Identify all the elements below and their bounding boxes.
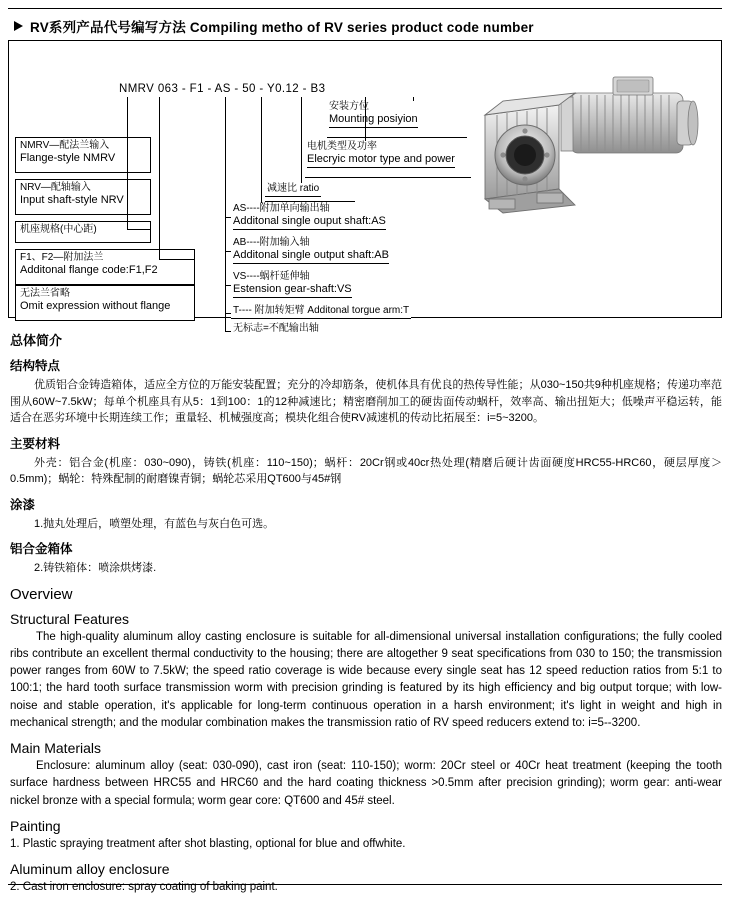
label-ratio <box>265 183 321 197</box>
connector-line <box>365 97 366 143</box>
overview-title-cn: 总体简介 <box>10 333 63 348</box>
connector-line <box>261 97 262 209</box>
painting-item-en: 1. Plastic spraying treatment after shot blasting, optional for blue and offwhite. <box>10 837 406 850</box>
label-en: Flange-style NMRV <box>20 152 116 165</box>
aluminum-item-cn: 2.铸铁箱体：喷涂烘烤漆. <box>34 562 157 574</box>
painting-heading-en: Painting <box>10 817 61 834</box>
connector-line <box>159 97 160 259</box>
label-additional-single-output-shaft-as <box>231 203 388 231</box>
label-cn: AS----附加单向输出轴 <box>233 203 330 214</box>
connector-line <box>225 203 226 331</box>
bottom-divider <box>8 884 722 885</box>
page-title <box>14 16 534 36</box>
structure-text-cn: 优质铝合金铸造箱体，适应全方位的万能安装配置；充分的冷却筋条，使机体具有优良的热传导性能；从030~150共9种机座规格；传递功率范围从60W~7.5kW；每单个机座具有从5：1到100：1的12种减速比；精密磨削加工的硬齿面传动蜗杆，效率高、输出扭矩大；低噪声平稳运转，能适合在恶劣环境中长期连续工作；重量轻、机械强度高；模块化组合使RV减速机的传动比拓展至：i=5~3200。 <box>10 379 722 424</box>
label-en: Mounting posiyion <box>329 113 418 127</box>
structure-heading-cn: 结构特点 <box>10 359 61 373</box>
label-cn: 无标志=不配输出轴 <box>233 323 319 334</box>
materials-text-en: Enclosure: aluminum alloy (seat: 030-090), cast iron (seat: 110-150); worm: 20Cr steel or 40Cr heat treatment (keeping the tooth surface hardness between HRC55 and HRC60 and the hard coating thickness >0.5mm after precision grinding); worm gear: anti-wear nickel bronze with a special formula; worm gear core: QT600 and 45# steel. <box>10 760 722 807</box>
label-additional-input-shaft-ab <box>231 237 391 265</box>
label-omit-without-flange <box>15 285 195 321</box>
label-cn: VS----蜗杆延伸轴 <box>233 271 310 282</box>
label-cn: NRV—配轴输入 <box>20 182 91 193</box>
connector-line <box>159 259 195 260</box>
label-cn: F1、F2—附加法兰 <box>20 252 104 263</box>
label-en: Additonal flange code:F1,F2 <box>20 264 158 277</box>
connector-line <box>225 217 231 218</box>
materials-text-cn: 外壳：铝合金(机座：030~090)，铸铁(机座：110~150)；蜗杆：20Cr钢或40cr热处理(精磨后硬计齿面硬度HRC55-HRC60，硬层厚度＞0.5mm)；蜗轮：特殊配制的耐磨镍青铜；蜗轮芯采用QT600与45#钢 <box>10 456 722 485</box>
connector-line <box>265 201 355 202</box>
label-cn: 电机类型及功率 <box>307 141 377 152</box>
painting-heading-cn: 涂漆 <box>10 497 36 512</box>
aluminum-heading-en: Aluminum alloy enclosure <box>10 861 170 877</box>
label-en: Additonal single output shaft:AB <box>233 249 389 263</box>
label-en: Omit expression without flange <box>20 300 171 313</box>
aluminum-item-en: 2. Cast iron enclosure: spray coating of baking paint. <box>10 881 278 893</box>
connector-line <box>225 251 231 252</box>
connector-line <box>225 97 226 203</box>
overview-content <box>10 330 722 898</box>
triangle-bullet-icon <box>14 21 23 31</box>
label-extension-gear-shaft-vs <box>231 271 354 299</box>
label-flange-style-nmrv <box>15 137 151 173</box>
structure-text-en: The high-quality aluminum alloy casting enclosure is suitable for all-dimensional universal installation configurations; the fully cooled ribs contribute an excellent thermal conductivity to the housing; there are altogether 9 seat specifications from 030 to 150; the transmission power ranges from 60W to 7.5kW; the speed ratio coverage is wide because every single seat has 12 speed reduction ratios from 5:1 to 100:1; the hard tooth surface transmission worm with precision grinding is featured by its high efficiency and big output torque; with low-noise and stable operation, it's applicable for long-term continuous operation in a harsh environment; it's light in weight and high in mechanical strength; and the modular combination makes the transmission ratio of RV speed reducers extend to: i=5--3200. <box>10 630 722 729</box>
label-cn: T---- 附加转矩臂 Additonal torgue arm:T <box>233 305 410 316</box>
label-input-shaft-nrv <box>15 179 151 215</box>
connector-line <box>225 285 231 286</box>
label-cn: NMRV—配法兰输入 <box>20 140 110 151</box>
label-seat-specification <box>15 221 151 243</box>
label-cn: 机座规格(中心距) <box>20 224 97 235</box>
label-en: Estension gear-shaft:VS <box>233 283 352 297</box>
connector-line <box>301 97 302 185</box>
connector-line <box>127 97 128 229</box>
label-additional-torque-arm-t <box>231 305 411 319</box>
painting-item-cn: 1.抛丸处理后，喷塑处理，有蓝色与灰白色可选。 <box>34 517 275 530</box>
label-mounting-position <box>327 101 420 129</box>
aluminum-heading-cn: 铝合金箱体 <box>10 542 73 556</box>
materials-heading-en: Main Materials <box>10 740 102 756</box>
product-code-line: NMRV 063 - F1 - AS - 50 - Y0.12 - B3 <box>119 83 326 95</box>
materials-heading-cn: 主要材料 <box>10 436 61 451</box>
top-divider <box>8 8 722 9</box>
label-additional-flange-code <box>15 249 195 285</box>
connector-line <box>225 313 231 314</box>
structure-heading-en: Structural Features <box>10 610 130 627</box>
connector-line <box>327 137 467 138</box>
connector-line <box>305 177 471 178</box>
code-structure-diagram <box>8 40 722 334</box>
label-en: Input shaft-style NRV <box>20 194 124 207</box>
label-en: Elecryic motor type and power <box>307 153 455 167</box>
connector-line <box>127 229 151 230</box>
label-cn: 无法兰省略 <box>20 288 70 299</box>
page-title-text: RV系列产品代号编写方法 Compiling metho of RV series product code number <box>30 20 534 35</box>
overview-title-en: Overview <box>10 585 73 603</box>
label-cn: 安装方位 <box>329 101 369 112</box>
gearbox-photo <box>463 71 715 247</box>
label-cn: AB----附加输入轴 <box>233 237 310 248</box>
label-en: Additonal single ouput shaft:AS <box>233 215 386 229</box>
label-cn: 减速比 ratio <box>267 183 320 194</box>
label-motor-type-power <box>305 141 457 169</box>
